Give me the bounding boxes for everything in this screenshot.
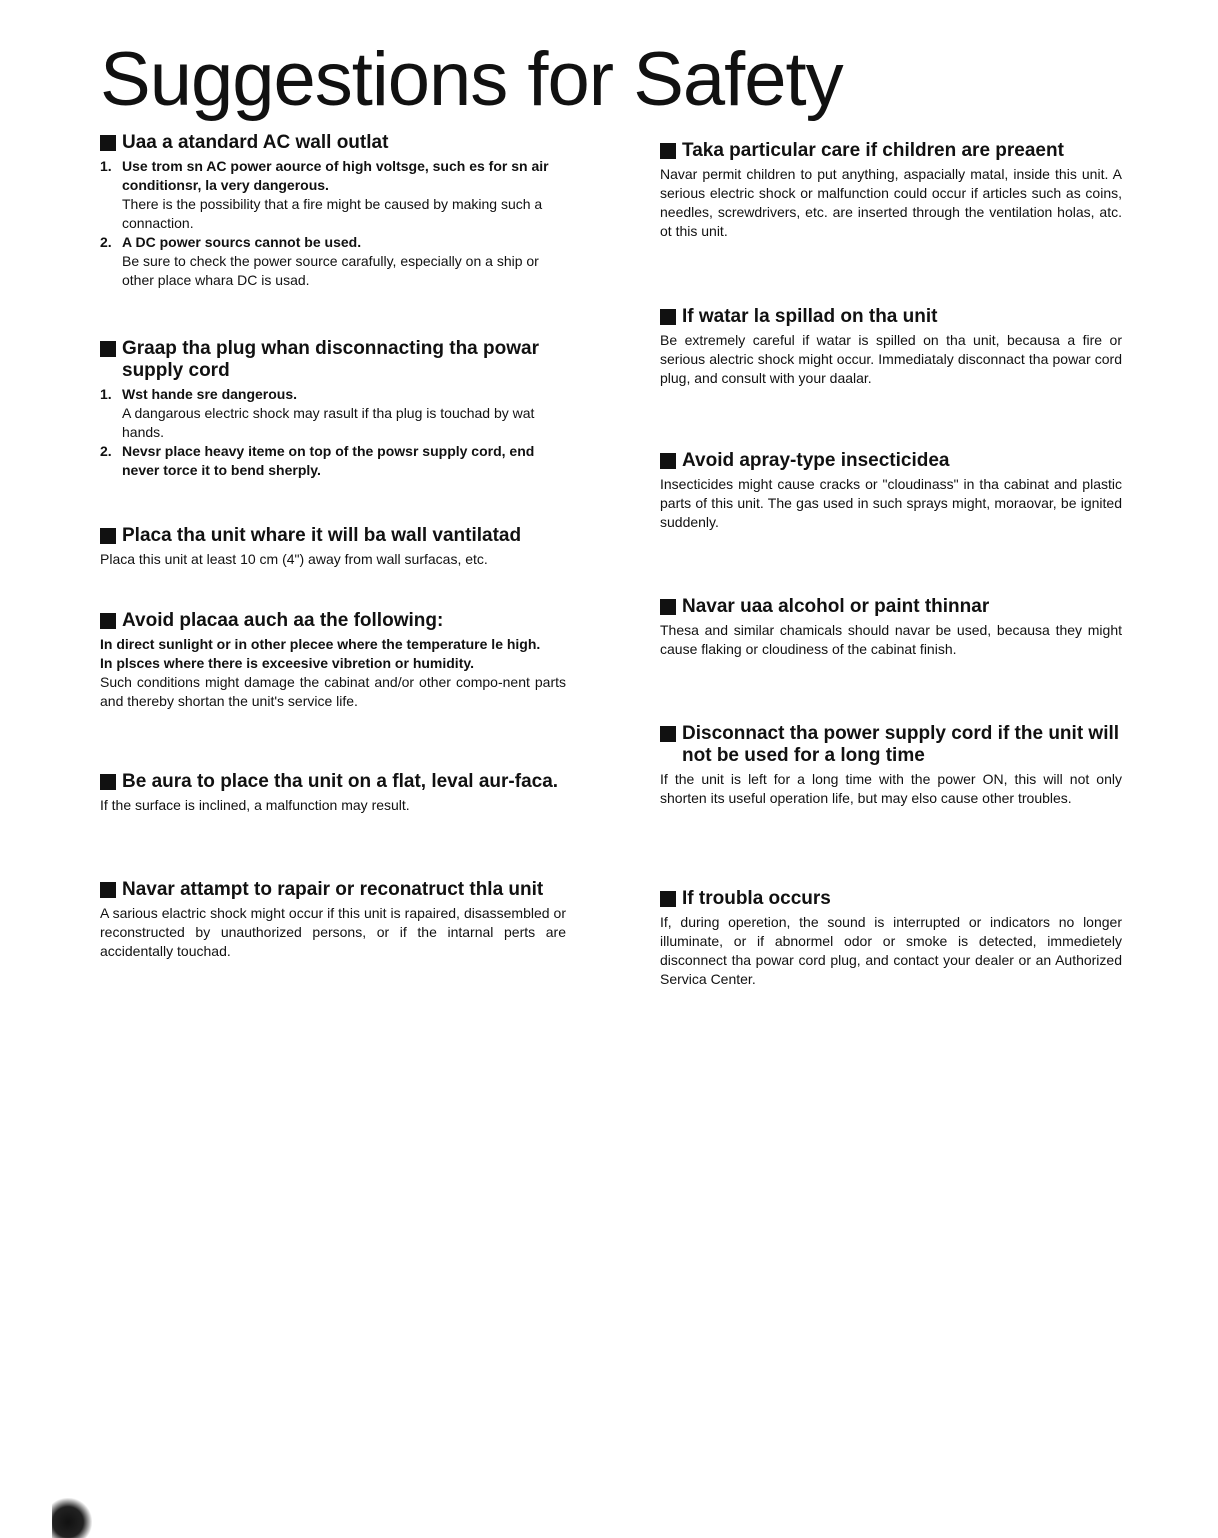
item-title: Use trom sn AC power aource of high voltsge, such es for sn air conditionsr, la very dangerous. [122, 158, 549, 193]
section-no-repair [100, 879, 566, 961]
item-number: 2. [100, 443, 112, 459]
section-heading: Navar attampt to rapair or reconatruct thla unit [100, 879, 566, 901]
section-water-spilled [660, 306, 1122, 388]
section-body: Placa this unit at least 10 cm (4") away from wall surfacas, etc. [100, 551, 488, 567]
bullet-square-icon [660, 309, 676, 325]
section-insecticides [660, 450, 1122, 532]
section-trouble [660, 888, 1122, 989]
section-ventilation [100, 525, 566, 569]
page-title: Suggestions for Safety [100, 37, 843, 122]
bullet-square-icon [660, 726, 676, 742]
list-item [100, 385, 566, 442]
section-heading: Navar uaa alcohol or paint thinnar [660, 596, 1122, 618]
item-body: A dangarous electric shock may rasult if tha plug is touchad by wat hands. [122, 405, 535, 440]
scan-blot [52, 1498, 92, 1538]
list-item [100, 442, 566, 480]
bullet-square-icon [100, 341, 116, 357]
section-ac-wall-outlet [100, 132, 566, 290]
item-number: 1. [100, 386, 112, 402]
section-grasp-plug [100, 338, 566, 480]
item-title: Nevsr place heavy iteme on top of the powsr supply cord, end never torce it to bend sherply. [122, 443, 535, 478]
section-children [660, 140, 1122, 241]
list-item [100, 233, 566, 290]
section-body: Be extremely careful if watar is spilled on tha unit, becausa a fire or serious alectric shock might occur. Immediataly disconnact tha powar cord plug, and consult with your daalar. [660, 332, 1122, 386]
section-heading: If watar la spillad on tha unit [660, 306, 1122, 328]
bullet-square-icon [100, 613, 116, 629]
bullet-square-icon [100, 135, 116, 151]
section-heading: If troubla occurs [660, 888, 1122, 910]
section-body: A sarious elactric shock might occur if this unit is rapaired, disassembled or reconstructed by unauthorized persons, or if the intarnal perts are accidentally touchad. [100, 905, 566, 959]
section-heading: Avoid placaa auch aa the following: [100, 610, 566, 632]
item-title: Wst hande sre dangerous. [122, 386, 298, 402]
section-body: If the unit is left for a long time with the power ON, this will not only shorten its useful operation life, but may elso cause other troubles. [660, 771, 1122, 806]
section-body: Insecticides might cause cracks or "cloudinass" in tha cabinat and plastic parts of this unit. The gas used in such sprays might, moraovar, be ignited suddenly. [660, 476, 1122, 530]
section-heading: Taka particular care if children are preaent [660, 140, 1122, 162]
item-body: There is the possibility that a fire might be caused by making such a connaction. [122, 196, 543, 231]
bullet-square-icon [100, 882, 116, 898]
section-body: If the surface is inclined, a malfunction may result. [100, 797, 410, 813]
item-body: Be sure to check the power source carafully, especially on a ship or other place whara DC is usad. [122, 253, 539, 288]
section-body: Such conditions might damage the cabinat and/or other compo-nent parts and thereby shortan the unit's service life. [100, 674, 566, 709]
bullet-square-icon [100, 774, 116, 790]
section-subtitle: In direct sunlight or in other plecee where the temperature le high. [100, 636, 541, 652]
section-heading: Placa tha unit whare it will ba wall vantilatad [100, 525, 566, 547]
section-flat-surface [100, 771, 566, 815]
bullet-square-icon [660, 599, 676, 615]
section-body: Thesa and similar chamicals should navar be used, becausa they might cause flaking or cloudiness of the cabinat finish. [660, 622, 1122, 657]
section-heading: Disconnact tha power supply cord if the unit will not be used for a long time [660, 723, 1122, 767]
section-heading: Graap tha plug whan disconnacting tha powar supply cord [100, 338, 566, 382]
bullet-square-icon [660, 891, 676, 907]
section-body: Navar permit children to put anything, aspacially matal, inside this unit. A serious electric shock or malfunction could occur if articles such as coins, needles, screwdrivers, etc. are inserted through the ventilation holas, atc. ot this unit. [660, 166, 1122, 239]
section-alcohol [660, 596, 1122, 659]
item-number: 2. [100, 234, 112, 250]
section-disconnect-long-time [660, 723, 1122, 808]
bullet-square-icon [660, 143, 676, 159]
item-title: A DC power sourcs cannot be used. [122, 234, 362, 250]
item-number: 1. [100, 158, 112, 174]
list-item [100, 157, 566, 233]
section-avoid-places [100, 610, 566, 711]
bullet-square-icon [100, 528, 116, 544]
bullet-square-icon [660, 453, 676, 469]
section-heading: Uaa a atandard AC wall outlat [100, 132, 566, 154]
section-body: If, during operetion, the sound is interrupted or indicators no longer illuminate, or if abnormel odor or smoke is detected, immedietely disconnect tha powar cord plug, and contact your dealer or an Authorized Servica Center. [660, 914, 1122, 987]
section-heading: Be aura to place tha unit on a flat, leval aur-faca. [100, 771, 566, 793]
section-subtitle: In plsces where there is exceesive vibretion or humidity. [100, 655, 474, 671]
section-heading: Avoid apray-type insecticidea [660, 450, 1122, 472]
